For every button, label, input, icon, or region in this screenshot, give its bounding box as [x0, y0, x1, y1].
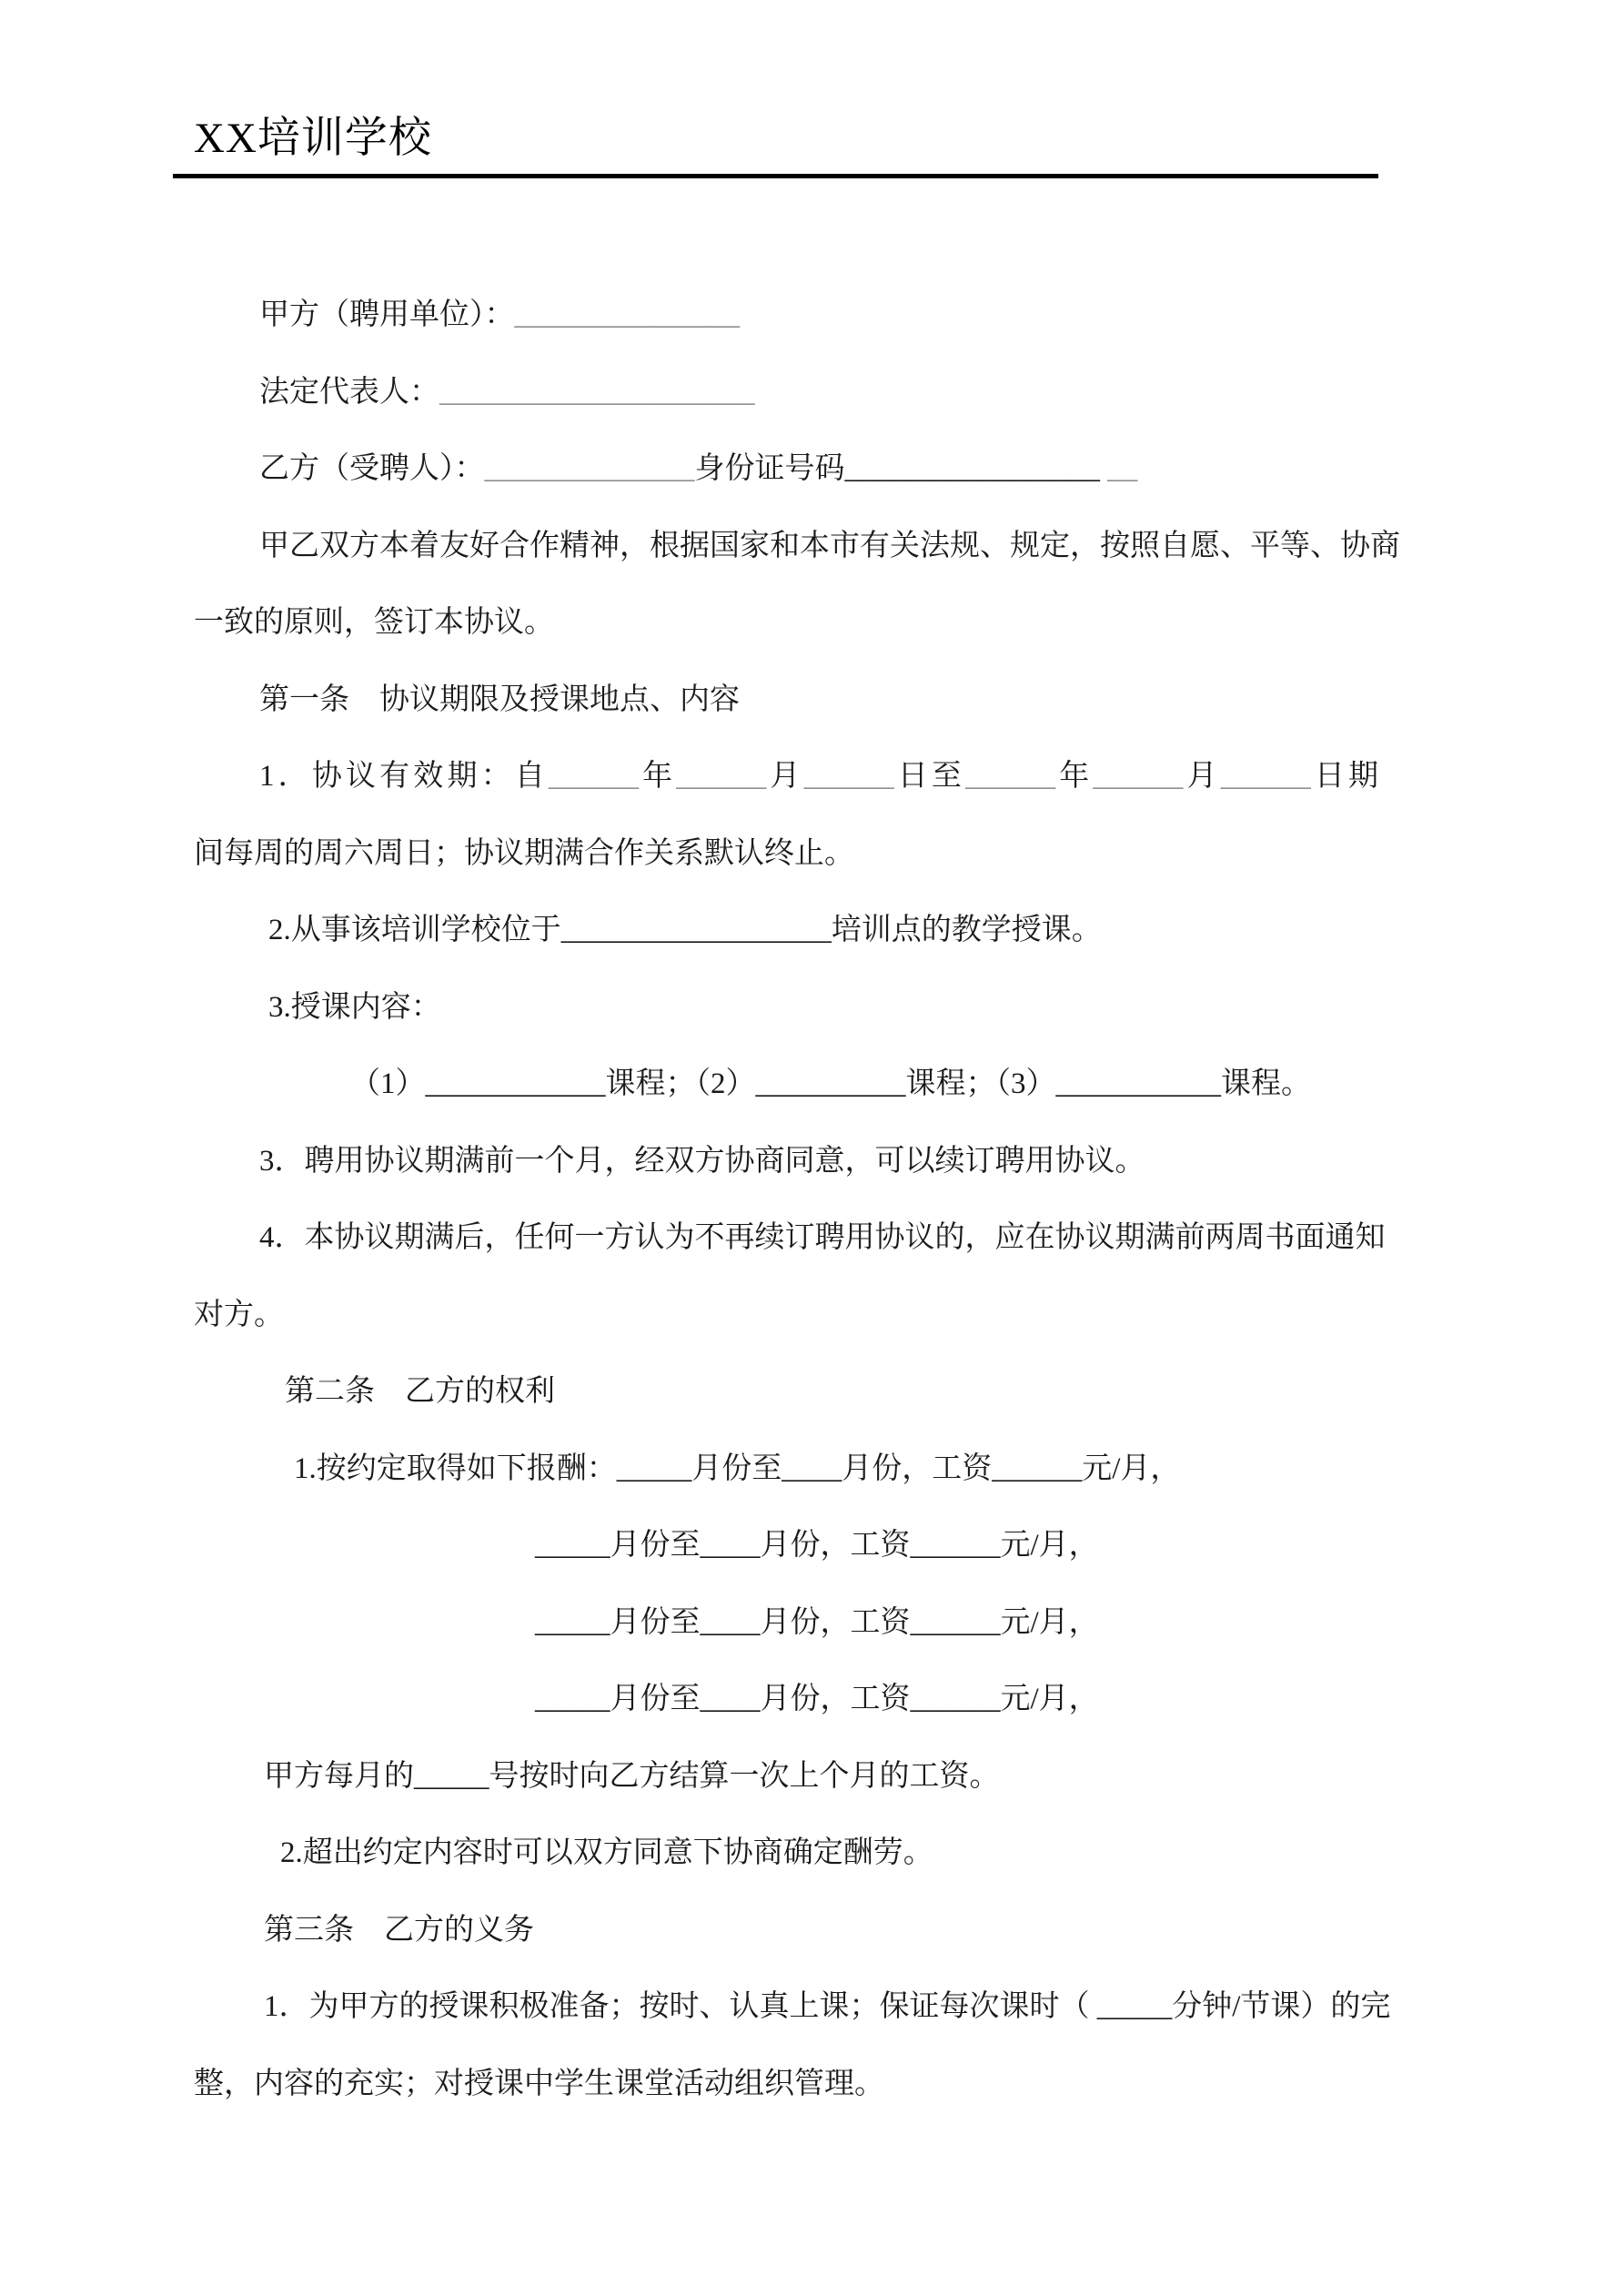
header-rule [173, 174, 1378, 178]
salary-3-to-label: 月份至 [610, 1605, 701, 1639]
salary-2-wage-label: 月份，工资 [760, 1529, 911, 1562]
teaching-location-blank: __________________ [560, 914, 832, 946]
article1-heading: 第一条 协议期限及授课地点、内容 [259, 683, 740, 716]
course-2-label: 课程；（2） [605, 1067, 756, 1100]
end-year-blank: ______ [965, 760, 1056, 793]
salary-4-to-blank: ____ [700, 1683, 761, 1715]
salary-2-to-label: 月份至 [610, 1529, 701, 1562]
party-a-line [194, 277, 1378, 354]
salary-1-wage-label: 月份，工资 [842, 1451, 993, 1485]
duty-line-2: 整，内容的充实；对授课中学生课堂活动组织管理。 [194, 2067, 884, 2100]
preamble-line-2: 一致的原则，签订本协议。 [194, 606, 554, 639]
termination-notice-line-2: 对方。 [194, 1298, 284, 1331]
duty-1-suffix: 分钟/节课）的完 [1172, 1990, 1391, 2023]
salary-3-wage-blank: ______ [910, 1605, 1001, 1639]
salary-4-wage-blank: ______ [910, 1683, 1001, 1715]
course-1-label: （1） [350, 1067, 426, 1100]
end-month-blank: ______ [1093, 760, 1184, 793]
day-period-label: 日期 [1310, 760, 1379, 793]
salary-4-wage-label: 月份，工资 [760, 1683, 911, 1715]
course-1-blank: ____________ [425, 1067, 606, 1100]
start-day-blank: ______ [803, 760, 894, 793]
duty-1-prefix: 1．为甲方的授课积极准备；按时、认真上课；保证每次课时（ [264, 1990, 1097, 2023]
salary-line-4 [194, 1661, 1378, 1738]
salary-1-prefix: 1.按约定取得如下报酬： [294, 1451, 617, 1485]
id-number-blank-tail: __ [1107, 452, 1138, 485]
salary-line-3 [194, 1584, 1378, 1662]
salary-4-unit-label: 元/月， [1000, 1683, 1099, 1715]
teaching-location-line [194, 892, 1378, 969]
course-3-blank: ___________ [1055, 1067, 1221, 1100]
course-list-line [194, 1046, 1378, 1123]
day-to-label: 日至 [893, 760, 966, 793]
teaching-location-prefix: 2.从事该培训学校位于 [268, 914, 561, 946]
month-label: 月 [766, 760, 804, 793]
preamble-line-1: 甲乙双方本着友好合作精神，根据国家和本市有关法规、规定，按照自愿、平等、协商 [259, 529, 1400, 562]
course-2-blank: __________ [755, 1067, 906, 1100]
extra-pay-line: 2.超出约定内容时可以双方同意下协商确定酬劳。 [280, 1836, 933, 1869]
course-3-suffix: 课程。 [1221, 1067, 1311, 1100]
legal-representative-blank-field: _____________________ [439, 375, 755, 409]
salary-3-unit-label: 元/月， [1000, 1605, 1099, 1639]
payday-prefix: 甲方每月的 [264, 1759, 414, 1793]
salary-line-1 [194, 1431, 1378, 1508]
party-b-label: 乙方（受聘人）： [259, 452, 485, 485]
salary-2-unit-label: 元/月， [1000, 1529, 1099, 1562]
month-label-2: 月 [1183, 760, 1221, 793]
duty-1-minutes-blank: _____ [1096, 1990, 1173, 2023]
course-content-heading: 3.授课内容： [268, 990, 441, 1024]
salary-4-to-label: 月份至 [610, 1683, 701, 1715]
start-year-blank: ______ [548, 760, 639, 793]
payday-blank: _____ [414, 1759, 489, 1793]
salary-2-to-blank: ____ [700, 1529, 761, 1562]
salary-4-from-blank: _____ [535, 1683, 610, 1715]
salary-3-from-blank: _____ [535, 1605, 610, 1639]
teaching-location-suffix: 培训点的教学授课。 [831, 914, 1102, 946]
spacer [1100, 452, 1107, 485]
renewal-clause-line: 3．聘用协议期满前一个月，经双方协商同意，可以续订聘用协议。 [259, 1144, 1145, 1178]
salary-1-wage-blank: ______ [992, 1451, 1083, 1485]
party-b-name-blank-field: ______________ [484, 452, 695, 485]
salary-2-wage-blank: ______ [910, 1529, 1001, 1562]
salary-3-to-blank: ____ [700, 1605, 761, 1639]
salary-1-unit-label: 元/月， [1082, 1451, 1181, 1485]
party-a-blank-field: _______________ [514, 298, 740, 331]
end-day-blank: ______ [1220, 760, 1311, 793]
legal-representative-label: 法定代表人： [259, 375, 439, 409]
contract-body [194, 277, 1400, 2122]
start-month-blank: ______ [676, 760, 767, 793]
legal-representative-line [194, 354, 1378, 431]
duty-line-1 [194, 1968, 1391, 2046]
course-3-label: 课程；（3） [905, 1067, 1056, 1100]
article3-heading: 第三条 乙方的义务 [264, 1913, 534, 1947]
year-label-2: 年 [1055, 760, 1094, 793]
salary-1-from-blank: _____ [616, 1451, 692, 1485]
salary-line-2 [194, 1507, 1378, 1584]
id-number-blank-field: _________________ [844, 452, 1100, 485]
salary-1-to-label: 月份至 [691, 1451, 782, 1485]
salary-1-to-blank: ____ [782, 1451, 842, 1485]
salary-3-wage-label: 月份，工资 [760, 1605, 911, 1639]
party-a-label: 甲方（聘用单位）： [259, 298, 515, 331]
payday-line [194, 1738, 1378, 1816]
payday-suffix: 号按时向乙方结算一次上个月的工资。 [489, 1759, 1000, 1793]
page-header-school-name: XX培训学校 [194, 115, 432, 162]
article2-heading: 第二条 乙方的权利 [285, 1375, 555, 1408]
year-label: 年 [638, 760, 677, 793]
salary-2-from-blank: _____ [535, 1529, 610, 1562]
term-dates-continuation: 间每周的周六周日；协议期满合作关系默认终止。 [194, 836, 854, 870]
term-dates-prefix: 1．协议有效期：自 [259, 760, 549, 793]
term-dates-line [194, 738, 1378, 815]
party-b-line [194, 430, 1378, 508]
termination-notice-line-1: 4．本协议期满后，任何一方认为不再续订聘用协议的，应在协议期满前两周书面通知 [259, 1221, 1386, 1254]
id-number-label: 身份证号码 [694, 452, 845, 485]
